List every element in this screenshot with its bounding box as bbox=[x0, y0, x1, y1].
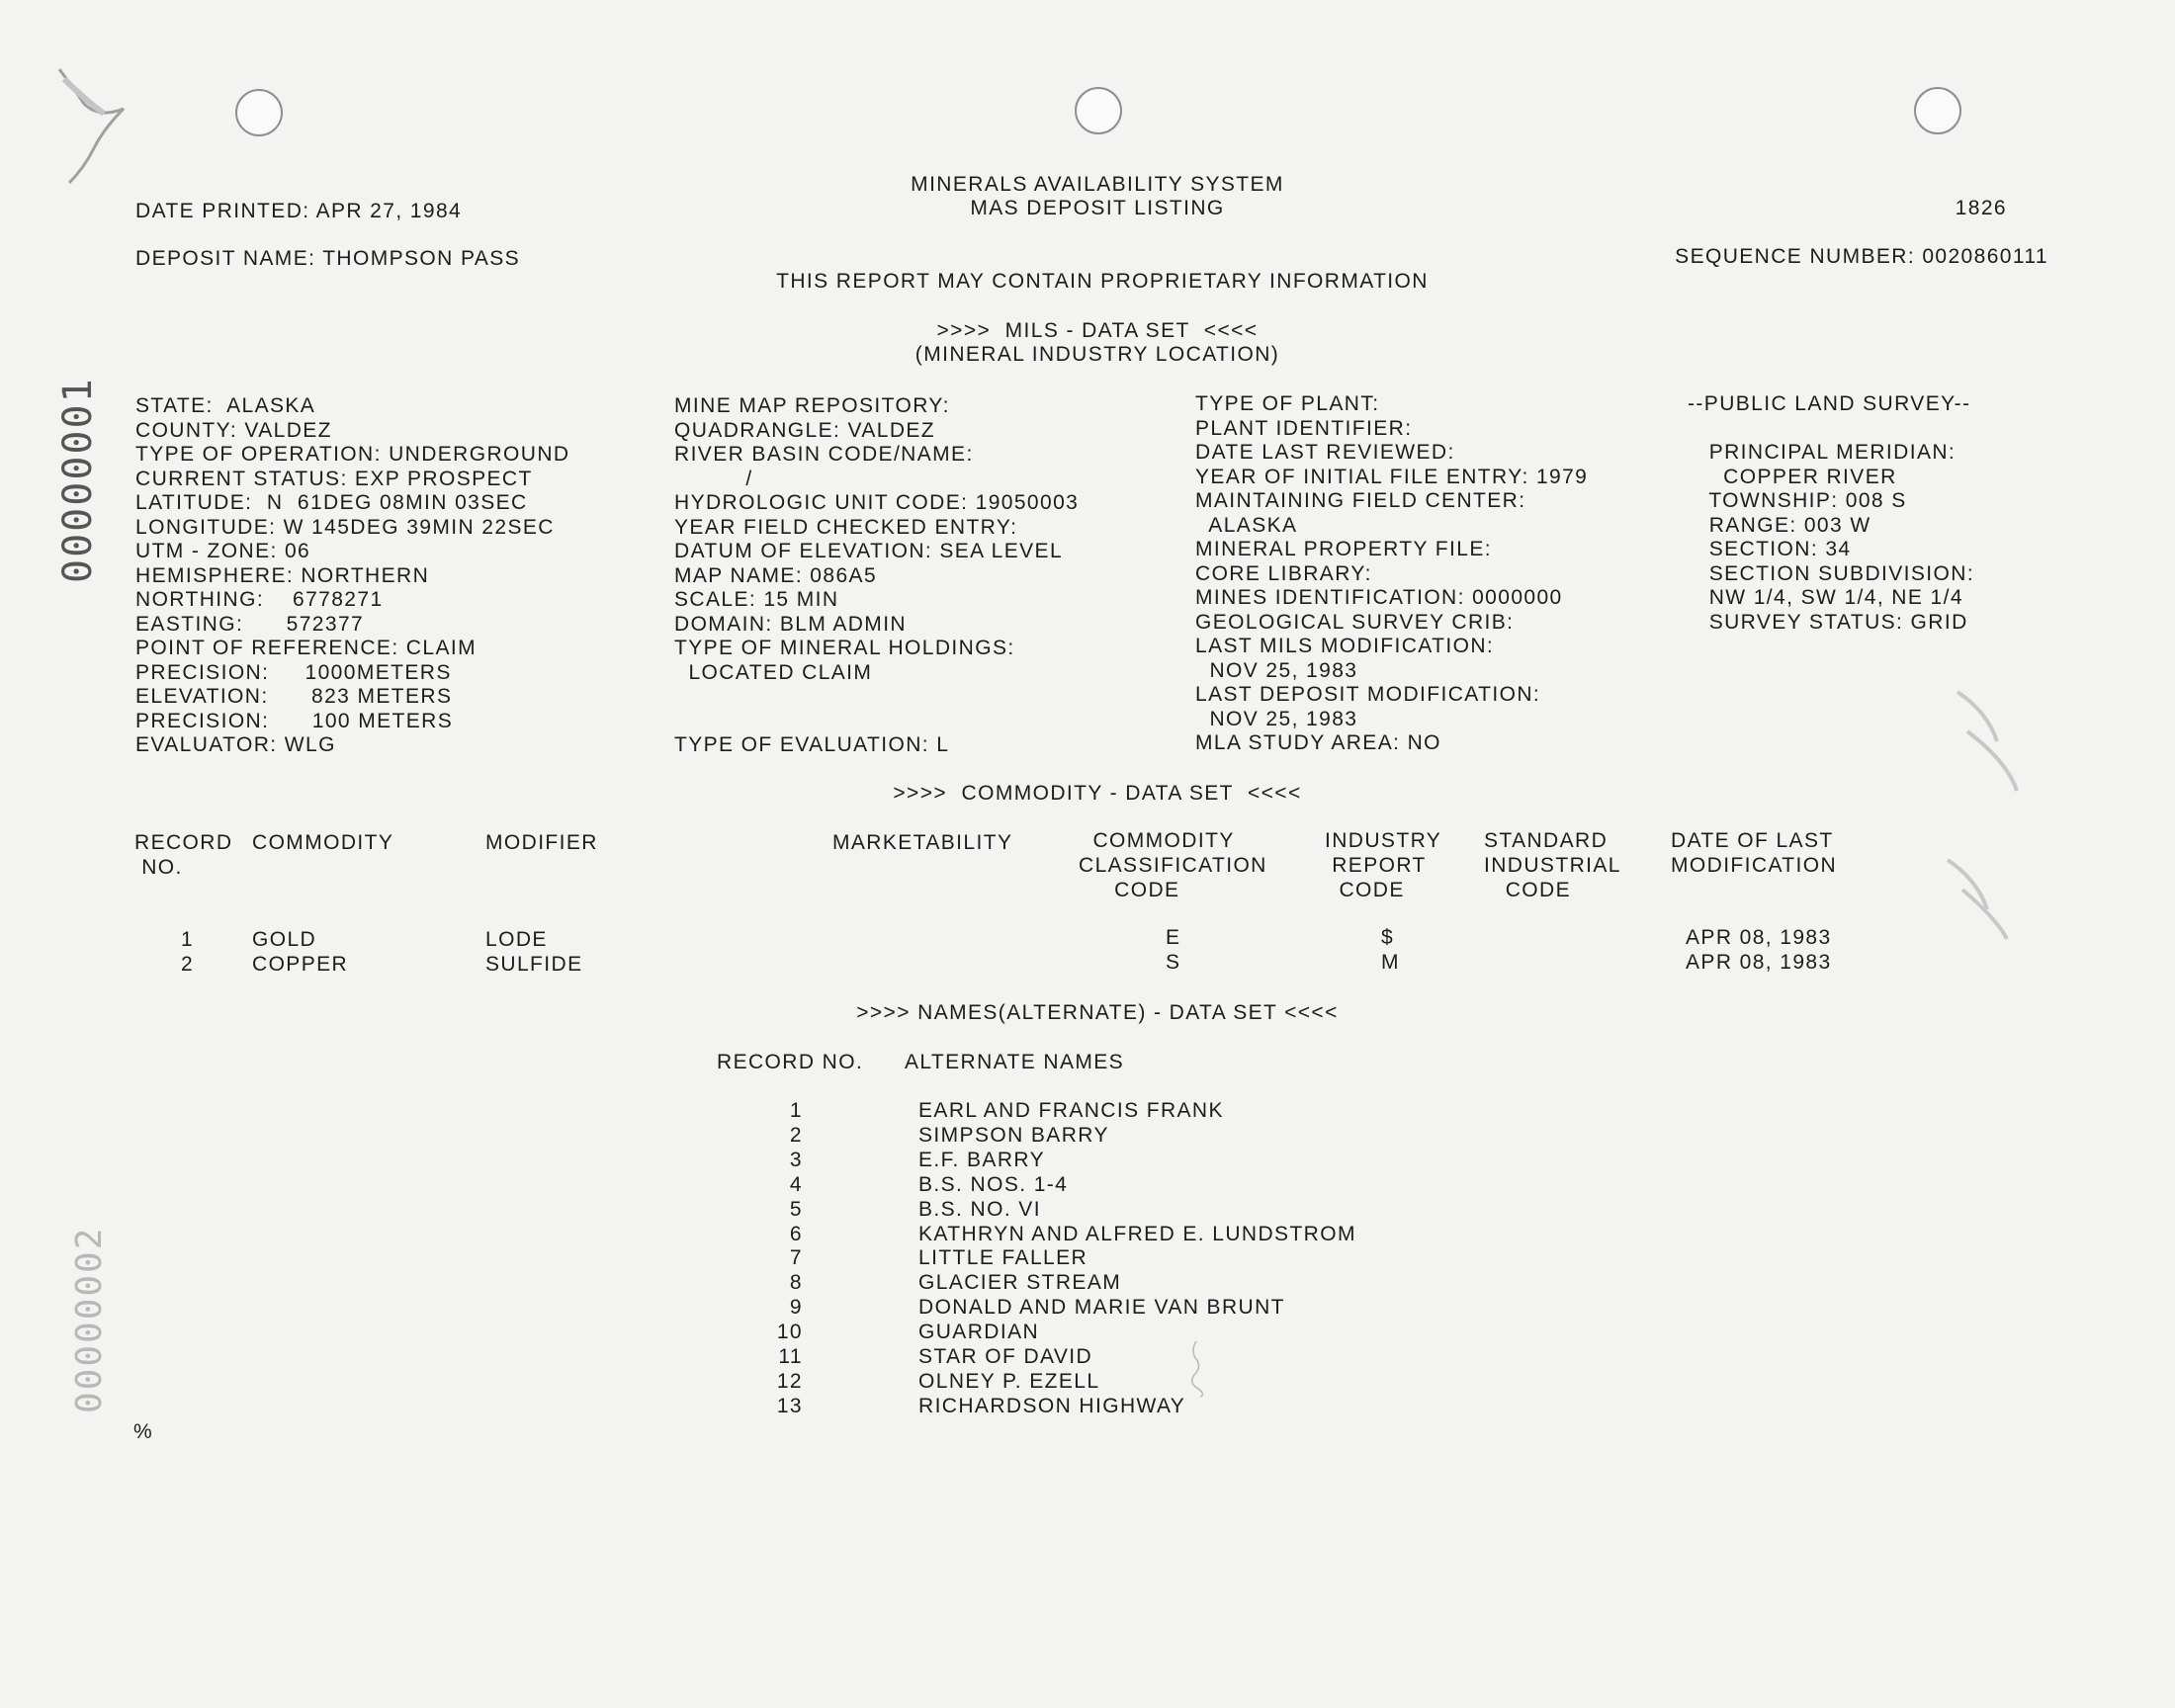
alternate-name: RICHARDSON HIGHWAY bbox=[918, 1394, 1186, 1417]
binder-hole-center bbox=[1075, 87, 1122, 134]
commodity-title: >>>> COMMODITY - DATA SET <<<< bbox=[893, 782, 1302, 805]
pls-field: TOWNSHIP: 008 S bbox=[1688, 489, 1907, 512]
names-row bbox=[0, 1245, 2175, 1270]
mils-field: MAP NAME: 086A5 bbox=[674, 563, 878, 587]
mils-field: YEAR OF INITIAL FILE ENTRY: 1979 bbox=[1195, 465, 1589, 488]
names-title: >>>> NAMES(ALTERNATE) - DATA SET <<<< bbox=[856, 1001, 1339, 1024]
commodity-header-commodity: COMMODITY bbox=[252, 831, 394, 854]
names-record-no: 11 bbox=[778, 1345, 803, 1368]
names-header-names: ALTERNATE NAMES bbox=[905, 1051, 1125, 1073]
commodity-record-no: 1 bbox=[181, 928, 195, 951]
mils-field: MINE MAP REPOSITORY: bbox=[674, 394, 950, 417]
mils-field: RIVER BASIN CODE/NAME: bbox=[674, 443, 974, 466]
mils-field: LOCATED CLAIM bbox=[674, 660, 873, 684]
alternate-name: KATHRYN AND ALFRED E. LUNDSTROM bbox=[918, 1222, 1356, 1245]
mils-field: LAST DEPOSIT MODIFICATION: bbox=[1195, 683, 1541, 706]
mils-field: MINERAL PROPERTY FILE: bbox=[1195, 538, 1492, 560]
commodity-modifier: LODE bbox=[485, 928, 548, 951]
page-number: 1826 bbox=[1955, 197, 2007, 219]
names-record-no: 2 bbox=[789, 1123, 803, 1147]
pls-field: NW 1/4, SW 1/4, NE 1/4 bbox=[1688, 586, 1963, 609]
mils-field: GEOLOGICAL SURVEY CRIB: bbox=[1195, 610, 1515, 634]
names-row bbox=[0, 1320, 2175, 1344]
side-id-number-faint: 00000002 bbox=[69, 1226, 110, 1413]
mils-field: ELEVATION: 823 METERS bbox=[135, 685, 453, 708]
mils-field: QUADRANGLE: VALDEZ bbox=[674, 418, 936, 442]
commodity-header-industry: INDUSTRY REPORT CODE bbox=[1325, 829, 1442, 901]
mils-field: YEAR FIELD CHECKED ENTRY: bbox=[674, 515, 1018, 539]
mils-field: MINES IDENTIFICATION: 0000000 bbox=[1195, 586, 1563, 609]
commodity-modifier: SULFIDE bbox=[485, 953, 583, 976]
names-row bbox=[0, 1344, 2175, 1369]
names-row bbox=[0, 1369, 2175, 1394]
mils-field: MAINTAINING FIELD CENTER: bbox=[1195, 489, 1526, 512]
pls-field: SECTION: 34 bbox=[1688, 538, 1852, 560]
commodity-header-classification: COMMODITY CLASSIFICATION CODE bbox=[1079, 829, 1267, 901]
names-record-no: 3 bbox=[789, 1148, 803, 1171]
mils-field: CORE LIBRARY: bbox=[1195, 561, 1372, 585]
names-row bbox=[0, 1270, 2175, 1295]
alternate-name: B.S. NOS. 1-4 bbox=[918, 1172, 1069, 1196]
binder-hole-left bbox=[235, 89, 283, 136]
mils-field: NOV 25, 1983 bbox=[1195, 707, 1358, 730]
commodity-industry-code: $ bbox=[1381, 926, 1395, 949]
mils-field: DOMAIN: BLM ADMIN bbox=[674, 612, 907, 636]
mils-field: DATUM OF ELEVATION: SEA LEVEL bbox=[674, 540, 1064, 562]
names-record-no: 4 bbox=[789, 1172, 803, 1196]
mils-field: MLA STUDY AREA: NO bbox=[1195, 731, 1441, 754]
listing-title: MAS DEPOSIT LISTING bbox=[970, 197, 1225, 219]
names-record-no: 1 bbox=[789, 1099, 803, 1122]
mils-field: CURRENT STATUS: EXP PROSPECT bbox=[135, 467, 533, 490]
mils-field: EASTING: 572377 bbox=[135, 612, 365, 636]
commodity-header-record: RECORD NO. bbox=[134, 831, 233, 879]
commodity-header-marketability: MARKETABILITY bbox=[832, 831, 1013, 854]
alternate-name: DONALD AND MARIE VAN BRUNT bbox=[918, 1296, 1285, 1320]
mils-field: HYDROLOGIC UNIT CODE: 19050003 bbox=[674, 491, 1080, 514]
scan-mark-right bbox=[1938, 672, 2056, 949]
names-row bbox=[0, 1295, 2175, 1320]
commodity-class-code: S bbox=[1166, 951, 1181, 974]
deposit-name: DEPOSIT NAME: THOMPSON PASS bbox=[135, 247, 521, 270]
pls-field: SECTION SUBDIVISION: bbox=[1688, 561, 1975, 585]
mils-field: EVALUATOR: WLG bbox=[135, 733, 336, 756]
mils-field: POINT OF REFERENCE: CLAIM bbox=[135, 637, 477, 659]
mils-field: STATE: ALASKA bbox=[135, 394, 316, 417]
names-row bbox=[0, 1172, 2175, 1197]
commodity-header-modifier: MODIFIER bbox=[485, 831, 598, 854]
pls-field: PRINCIPAL MERIDIAN: bbox=[1688, 441, 1957, 464]
mils-field: NORTHING: 6778271 bbox=[135, 588, 384, 611]
names-record-no: 6 bbox=[789, 1222, 803, 1245]
names-row bbox=[0, 1123, 2175, 1148]
commodity-row bbox=[0, 927, 2175, 952]
commodity-header-date: DATE OF LAST MODIFICATION bbox=[1671, 829, 1838, 877]
mils-field: LATITUDE: N 61DEG 08MIN 03SEC bbox=[135, 491, 528, 514]
proprietary-notice: THIS REPORT MAY CONTAIN PROPRIETARY INFORMATION bbox=[776, 270, 1429, 293]
footer-mark: % bbox=[133, 1420, 154, 1443]
commodity-name: COPPER bbox=[252, 953, 349, 976]
commodity-date: APR 08, 1983 bbox=[1686, 951, 1832, 974]
scan-mark-top-left bbox=[54, 59, 143, 188]
commodity-row bbox=[0, 952, 2175, 977]
pls-field: SURVEY STATUS: GRID bbox=[1688, 610, 1968, 634]
alternate-name: GUARDIAN bbox=[918, 1321, 1040, 1344]
mils-field: COUNTY: VALDEZ bbox=[135, 418, 332, 442]
mils-field: LONGITUDE: W 145DEG 39MIN 22SEC bbox=[135, 515, 555, 539]
alternate-name: E.F. BARRY bbox=[918, 1148, 1045, 1171]
side-id-number: 00000001 bbox=[55, 377, 101, 583]
date-printed: DATE PRINTED: APR 27, 1984 bbox=[135, 200, 463, 222]
commodity-industry-code: M bbox=[1381, 951, 1400, 974]
alternate-name: OLNEY P. EZELL bbox=[918, 1369, 1100, 1393]
mils-field: TYPE OF MINERAL HOLDINGS: bbox=[674, 637, 1015, 659]
names-row bbox=[0, 1222, 2175, 1246]
commodity-name: GOLD bbox=[252, 928, 317, 951]
mils-field: DATE LAST REVIEWED: bbox=[1195, 441, 1455, 464]
commodity-header-standard: STANDARD INDUSTRIAL CODE bbox=[1484, 829, 1621, 901]
alternate-name: EARL AND FRANCIS FRANK bbox=[918, 1099, 1224, 1122]
names-row bbox=[0, 1098, 2175, 1123]
alternate-name: GLACIER STREAM bbox=[918, 1271, 1122, 1295]
pls-field: COPPER RIVER bbox=[1688, 465, 1897, 488]
names-row bbox=[0, 1394, 2175, 1418]
sequence-number: SEQUENCE NUMBER: 0020860111 bbox=[1675, 245, 2048, 268]
mils-subtitle: (MINERAL INDUSTRY LOCATION) bbox=[914, 343, 1280, 366]
names-header-record: RECORD NO. bbox=[717, 1051, 864, 1073]
mils-field: HEMISPHERE: NORTHERN bbox=[135, 563, 430, 587]
binder-hole-right bbox=[1914, 87, 1961, 134]
pls-field: RANGE: 003 W bbox=[1688, 513, 1871, 537]
alternate-name: STAR OF DAVID bbox=[918, 1345, 1093, 1368]
pls-heading: --PUBLIC LAND SURVEY-- bbox=[1688, 392, 1971, 415]
names-record-no: 12 bbox=[776, 1369, 803, 1393]
alternate-name: SIMPSON BARRY bbox=[918, 1123, 1109, 1147]
mils-field: SCALE: 15 MIN bbox=[674, 588, 839, 611]
names-record-no: 10 bbox=[776, 1321, 803, 1344]
mils-field: UTM - ZONE: 06 bbox=[135, 540, 311, 562]
commodity-class-code: E bbox=[1166, 926, 1181, 949]
alternate-name: B.S. NO. VI bbox=[918, 1197, 1041, 1221]
system-title: MINERALS AVAILABILITY SYSTEM bbox=[911, 173, 1284, 196]
names-record-no: 13 bbox=[776, 1394, 803, 1417]
mils-field: / bbox=[674, 467, 753, 490]
mils-field: NOV 25, 1983 bbox=[1195, 658, 1358, 682]
names-row bbox=[0, 1148, 2175, 1172]
mils-field: PRECISION: 1000METERS bbox=[135, 660, 452, 684]
mils-title: >>>> MILS - DATA SET <<<< bbox=[936, 319, 1259, 342]
mils-field: LAST MILS MODIFICATION: bbox=[1195, 635, 1495, 657]
mils-field: PRECISION: 100 METERS bbox=[135, 709, 454, 732]
alternate-name: LITTLE FALLER bbox=[918, 1246, 1088, 1270]
mils-field: PLANT IDENTIFIER: bbox=[1195, 416, 1413, 440]
mils-field: TYPE OF PLANT: bbox=[1195, 392, 1380, 415]
mils-field: TYPE OF OPERATION: UNDERGROUND bbox=[135, 443, 570, 466]
names-record-no: 8 bbox=[789, 1271, 803, 1295]
commodity-date: APR 08, 1983 bbox=[1686, 926, 1832, 949]
mils-field: ALASKA bbox=[1195, 513, 1298, 537]
commodity-record-no: 2 bbox=[181, 953, 195, 976]
names-record-no: 5 bbox=[789, 1197, 803, 1221]
names-record-no: 9 bbox=[789, 1296, 803, 1320]
mils-field: TYPE OF EVALUATION: L bbox=[674, 733, 950, 756]
names-record-no: 7 bbox=[789, 1246, 803, 1270]
names-row bbox=[0, 1197, 2175, 1222]
pen-mark bbox=[1176, 1339, 1216, 1399]
